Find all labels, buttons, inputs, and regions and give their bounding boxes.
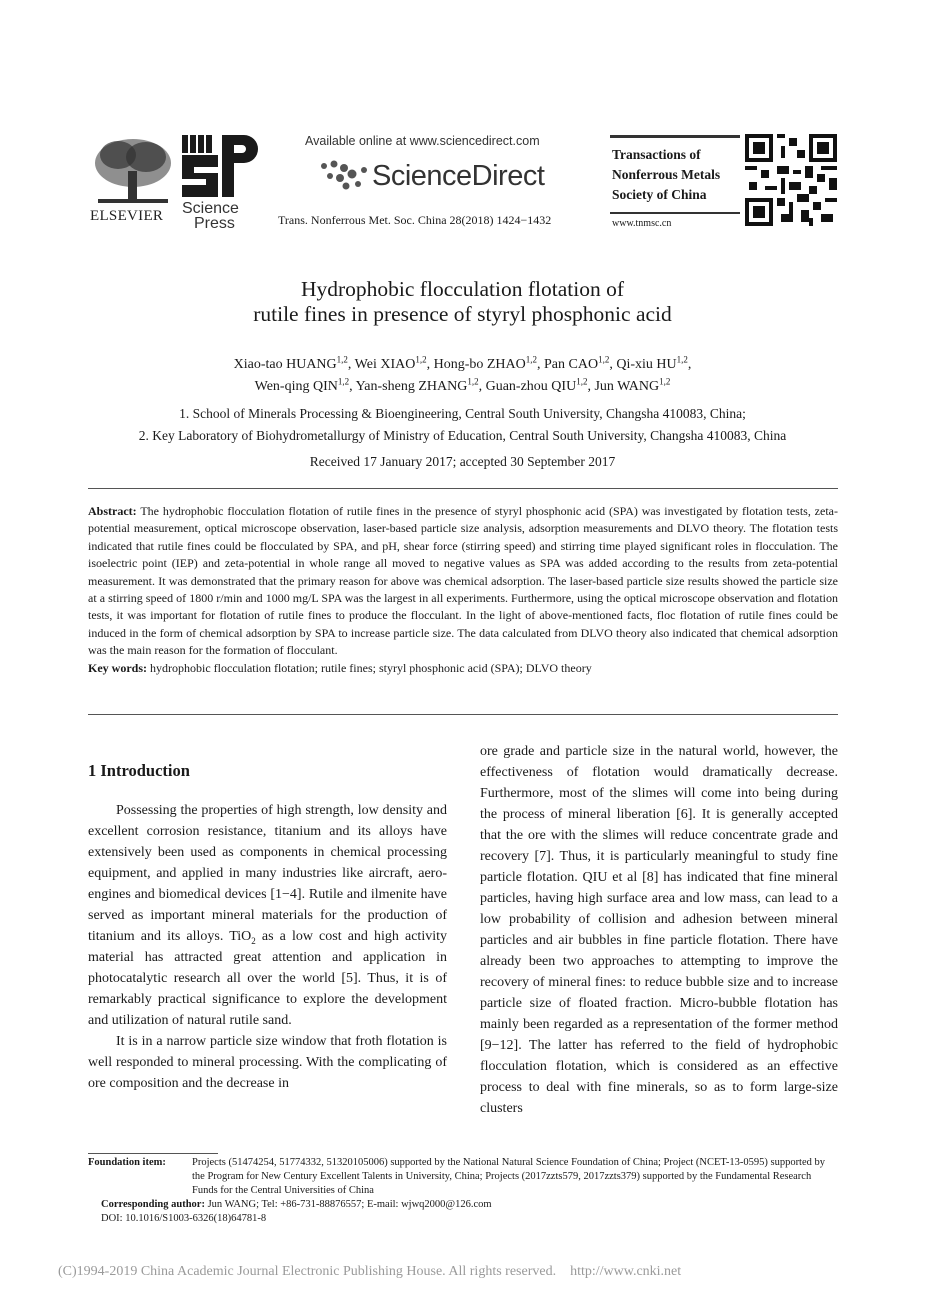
author-name: Wen-qing QIN [254,379,338,394]
affiliation-2: 2. Key Laboratory of Biohydrometallurgy of Ministry of Education, Central South University, Changsha 410083, China [138,428,787,443]
corresponding-label: Corresponding author: [101,1199,205,1210]
author-affiliation-mark: 1,2 [576,376,588,387]
author-name: Yan-sheng ZHANG [355,379,468,394]
sciencedirect-wordmark: ScienceDirect [372,160,545,192]
elsevier-wordmark: ELSEVIER [90,208,164,224]
journal-banner-title [612,145,742,205]
author-affiliation-mark: 1,2 [525,354,538,365]
body-column-left [88,800,447,1094]
abstract-label: Abstract: [88,504,137,518]
author-name: Wei XIAO [354,357,416,372]
abstract-block [88,503,838,677]
received-dates: Received 17 January 2017; accepted 30 September 2017 [309,454,616,469]
footnotes [88,1156,838,1226]
paragraph-1: Possessing the properties of high strength, low density and excellent corrosion resistance, titanium and its alloys have extensively been used as components in chemical processing equipment, and applied in many industries like aircraft, aero-engines and biomedical devices [1−4]. Rutile and ilmenite have served as important mineral materials for the production of titanium and its alloys. TiO$_2$ as a low cost and high activity material has attracted great attention and application in photocatalytic research all over the world [5]. Thus, it is of remarkably practical significance to explore the development and utilization of natural rutile sand. [88,803,447,1028]
keywords-label: Key words: [88,660,147,675]
abstract-top-rule [88,488,838,489]
author-affiliation-mark: 1,2 [415,354,427,365]
author-name: Guan-zhou QIU [485,379,577,394]
corresponding-text: Jun WANG; Tel: +86-731-88876557; E-mail: wjwq2000@126.com [207,1199,492,1210]
foundation-label: Foundation item: [88,1157,166,1168]
author-name: Jun WANG [594,379,660,394]
journal-line-3: Society of China [612,187,707,202]
author-name: Pan CAO [544,357,599,372]
journal-url: www.tnmsc.cn [612,218,672,229]
keywords-text: hydrophobic flocculation flotation; rutile fines; styryl phosphonic acid (SPA); DLVO theory [150,660,592,675]
paragraph-2: It is in a narrow particle size window that froth flotation is well responded to mineral processing. With the complicating of ore composition and the decrease in [88,1034,447,1091]
author-affiliation-mark: 1,2 [598,354,610,365]
footnote-rule [88,1153,218,1154]
journal-line-1: Transactions of [612,147,701,162]
copyright-notice: (C)1994-2019 China Academic Journal Electronic Publishing House. All rights reserved. http://www.cnki.net [58,1264,682,1279]
abstract-text: The hydrophobic flocculation flotation of rutile fines in the presence of styryl phosphonic acid (SPA) was investigated by flotation tests, zeta-potential measurement, optical microscope observation, laser-based particle size analysis, adsorption measurements and DLVO theory. The flotation tests indicated that rutile fines could be flocculated by SPA, and pH, shear force (stirring speed) and stirring time played significant roles in flocculation. The isoelectric point (IEP) and zeta-potential in whole range all moved to negative values as SPA was added according to the results from zeta-potential measurement. It was demonstrated that the primary reason for above was chemical adsorption. The laser-based particle size results showed the particle size at a stirring speed of 1800 r/min and 1000 mg/L SPA was the largest in all experiments. Furthermore, using the optical microscope observation and flotation tests, it was important for flotation of rutile fines to produce the flocculant. In the light of above-mentioned facts, floc flotation of rutile fines could be induced in the form of chemical adsorption by SPA to increase particle size. The data calculated from DLVO theory also indicated that chemical adsorption was the main reason for the formation of flocculant. [88,504,838,658]
title-line-1: Hydrophobic flocculation flotation of [300,277,624,301]
author-name: Hong-bo ZHAO [433,357,526,372]
author-affiliation-mark: 1,2 [467,376,479,387]
section-heading: 1 Introduction [88,761,190,780]
paragraph-3: ore grade and particle size in the natural world, however, the effectiveness of flotation would dramatically decrease. Furthermore, most of the slimes will come into being during the process of mineral liberation [6]. It is generally accepted that the ore with the slimes will reduce concentrate grade and recovery [7]. Thus, it is particularly meaningful to study fine particle flotation. QIU et al [8] has indicated that fine mineral particles, having high surface area and low mass, can lead to a low probability of collision and adhesion between mineral particles and air bubbles in fine particle flotation. There have already been two approaches to attempting to improve the recovery of mineral fines: to reduce bubble size and to increase particle size of floated fraction. Micro-bubble flotation has mainly been regarded as a representation of the former method [9−12]. The latter has referred to the field of hydrophobic flocculation flotation, which is considered as an effective process to deal with fine minerals, so as to form large-size clusters [480,744,838,1116]
science-press-text-2: Press [194,215,235,229]
author-affiliation-mark: 1,2 [659,376,671,387]
body-column-right [480,741,838,1119]
journal-line-2: Nonferrous Metals [612,167,721,182]
corresponding-note [88,1198,838,1212]
doi-note: DOI: 10.1016/S1003-6326(18)64781-8 [101,1213,267,1224]
author-affiliation-mark: 1,2 [337,376,350,387]
abstract-bottom-rule [88,714,838,715]
science-press-text-1: Science [182,200,239,217]
author-affiliation-mark: 1,2 [336,354,348,365]
sciencedirect-dots-icon [318,158,372,192]
affiliation-1: 1. School of Minerals Processing & Bioengineering, Central South University, Changsha 410083, China; [179,406,746,421]
author-name: Xiao-tao HUANG [233,357,337,372]
title-line-2: rutile fines in presence of styryl phosphonic acid [253,302,672,326]
journal-citation: Trans. Nonferrous Met. Soc. China 28(2018) 1424−1432 [278,213,552,227]
qr-code-icon [745,133,837,227]
author-name: Qi-xiu HU [616,357,677,372]
author-affiliation-mark: 1,2 [676,354,688,365]
foundation-text: Projects (51474254, 51774332, 51320105006) supported by the National Natural Science Foundation of China; Project (NCET-13-0595) supported by the Program for New Century Excellent Talents in University, China; Projects (2017zzts579, 2017zzts379) supported by the Fundamental Research Funds for the Central Universities of China [192,1157,826,1196]
paper-title [0,277,925,327]
foundation-note [88,1156,838,1198]
science-press-logo [180,133,260,229]
author-line-2: Wen-qing QIN$^{1,2}$, Yan-sheng ZHANG$^{1,2}$, Guan-zhou QIU$^{1,2}$, Jun WANG$^{1,2}$ [254,376,671,394]
sciencedirect-availability: Available online at www.sciencedirect.com [305,134,540,148]
author-line-1: Xiao-tao HUANG$^{1,2}$, Wei XIAO$^{1,2}$, Hong-bo ZHAO$^{1,2}$, Pan CAO$^{1,2}$, Qi-xiu HU$^{1,2}$, [233,354,692,372]
affiliations [0,403,925,447]
author-list [0,354,925,398]
